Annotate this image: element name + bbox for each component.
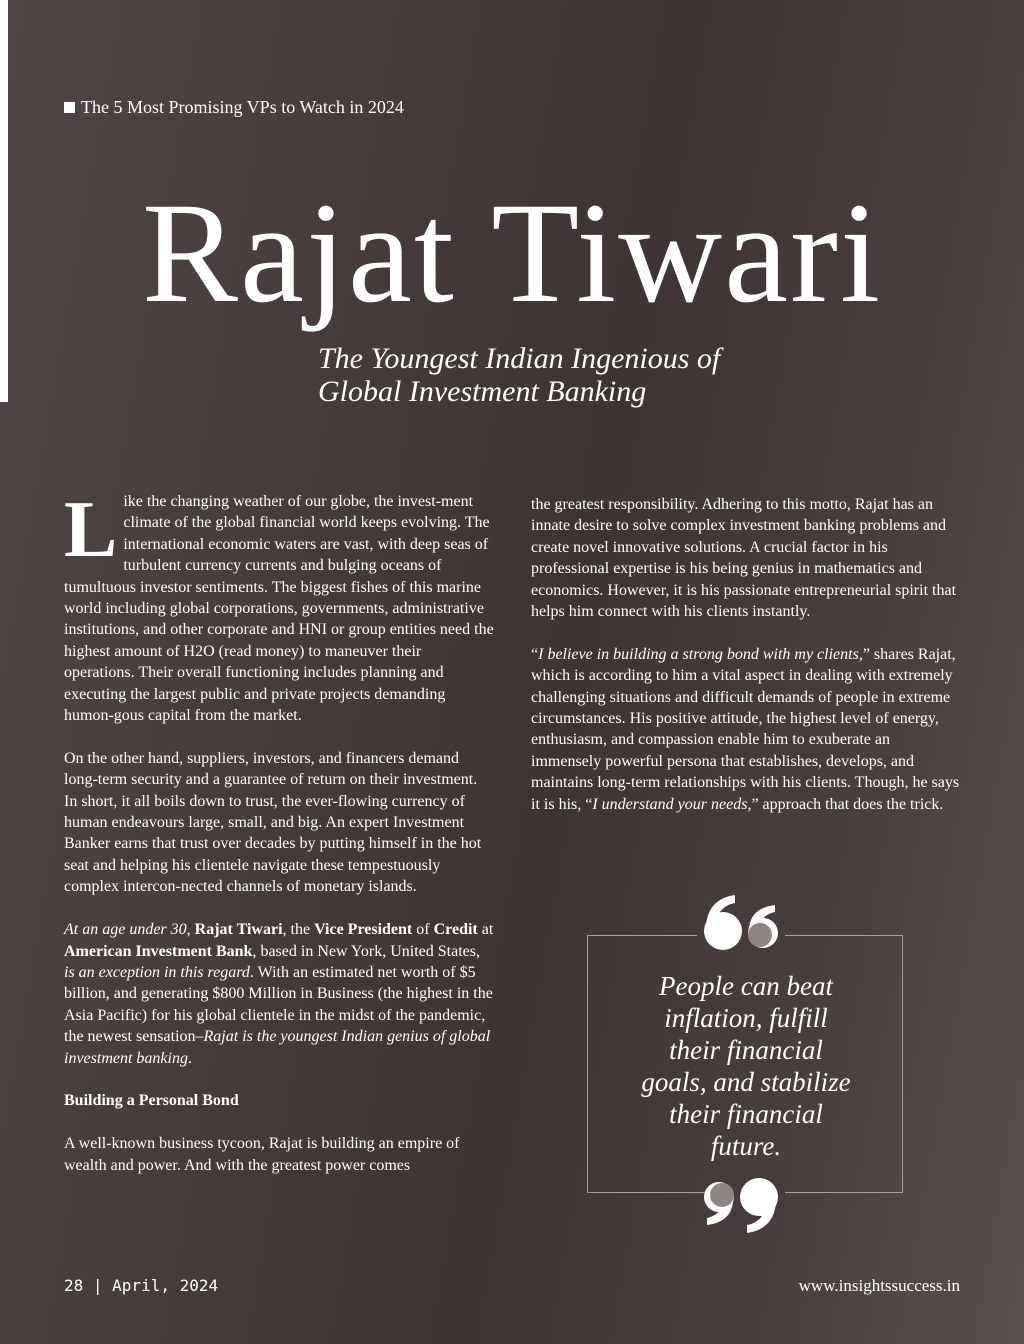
square-bullet-icon [64, 102, 75, 113]
department: Credit [433, 921, 478, 939]
p6-text: ,” shares Rajat, which is according to him a vital aspect in dealing with extremely challenging situations and difficult demands of people in extreme circumstances. His positive attitude, the highest level of energy, enthusiasm, and compassion enable him to exuberate an immensely powerful persona that establishes, develops, and maintains long-term relationships with his clients. Though, he says it is his, “ [531, 645, 960, 813]
p3-text: , based in New York, United States, [252, 942, 480, 960]
person-name: Rajat Tiwari [194, 921, 283, 939]
pullquote-line: goals, and stabilize [641, 1067, 851, 1097]
pullquote-line: future. [710, 1131, 782, 1161]
p3-italic-exception: is an exception in this regard [64, 963, 250, 981]
job-title: Vice President [314, 921, 413, 939]
article-paragraph-4: A well-known business tycoon, Rajat is building an empire of wealth and power. And with the greatest power comes [64, 1135, 460, 1174]
section-kicker [64, 97, 404, 118]
p6-text: “ [531, 645, 539, 663]
pullquote-line: inflation, fulfill [664, 1003, 828, 1033]
p3-text: , the [282, 921, 315, 939]
pullquote-line: People can beat [659, 971, 833, 1001]
article-paragraph-2: On the other hand, suppliers, investors, and financers demand long-term security and a guarantee of return on their investment. In short, it all boils down to trust, the ever-flowing currency of human endeavours large, small, and big. An expert Investment Banker earns that trust over decades by putting himself in the hot seat and helping his clientele navigate these tempestuously complex intercon-nected channels of monetary islands. [64, 749, 482, 896]
quote-needs: I understand your needs [592, 795, 748, 813]
close-quote-icon [697, 1175, 785, 1239]
page-number: 28 | April, 2024 [64, 1276, 219, 1295]
p3-text: . [187, 1049, 192, 1067]
website-link[interactable]: www.insightssuccess.in [798, 1276, 960, 1295]
p3-text: , [186, 921, 195, 939]
p3-italic-conclusion: Rajat is the youngest Indian genius of global investment banking [64, 1028, 491, 1067]
article-paragraph-5: the greatest responsibility. Adhering to this motto, Rajat has an innate desire to solve complex investment banking problems and create novel innovative solutions. A crucial factor in his professional expertise is his being genius in mathematics and economics. However, it is his passionate entrepreneurial spirit that helps him connect with his clients instantly. [531, 496, 957, 621]
article-paragraph-6 [531, 644, 961, 815]
page-subtitle [318, 342, 838, 408]
p3-text: . With an estimated net worth of $5 billion, and generating $800 Million in Business (the highest in the Asia Pacific) for his global clientele in the midst of the pandemic, the newest sensation– [64, 963, 493, 1046]
p3-text: of [412, 921, 434, 939]
p3-text: at [477, 921, 494, 939]
pullquote-text [612, 970, 880, 1162]
company-name: American Investment Bank [64, 942, 253, 960]
open-quote-icon [697, 889, 785, 953]
p6-text: ,” approach that does the trick. [747, 795, 944, 813]
p3-italic-intro: At an age under 30 [64, 921, 187, 939]
paragraph-1-text: ike the changing weather of our globe, the invest-ment climate of the global financial world keeps evolving. The international economic waters are vast, with deep seas of turbulent currency currents and bulging oceans of tumultuous investor sentiments. The biggest fishes of this marine world including global corporations, governments, administrative institutions, and other corporate and HNI or group entities need the highest amount of H2O (read money) to maneuver their operations. Their overall functioning includes planning and executing the largest public and private projects demanding humon-gous capital from the market. [64, 493, 494, 725]
drop-cap: L [64, 486, 118, 574]
page-title: Rajat Tiwari [141, 174, 883, 333]
pullquote-line: their financial [669, 1099, 823, 1129]
article-column-right [531, 494, 961, 836]
subtitle-line-1: The Youngest Indian Ingenious of [318, 342, 721, 375]
kicker-text: The 5 Most Promising VPs to Watch in 2024 [81, 97, 404, 117]
subtitle-line-2: Global Investment Banking [318, 375, 647, 408]
article-paragraph-1 [64, 486, 494, 726]
quote-bond: I believe in building a strong bond with my clients [538, 645, 859, 663]
article-paragraph-3 [64, 919, 494, 1069]
pullquote-line: their financial [669, 1035, 823, 1065]
section-heading: Building a Personal Bond [64, 1092, 239, 1110]
article-column-left [64, 486, 494, 1197]
